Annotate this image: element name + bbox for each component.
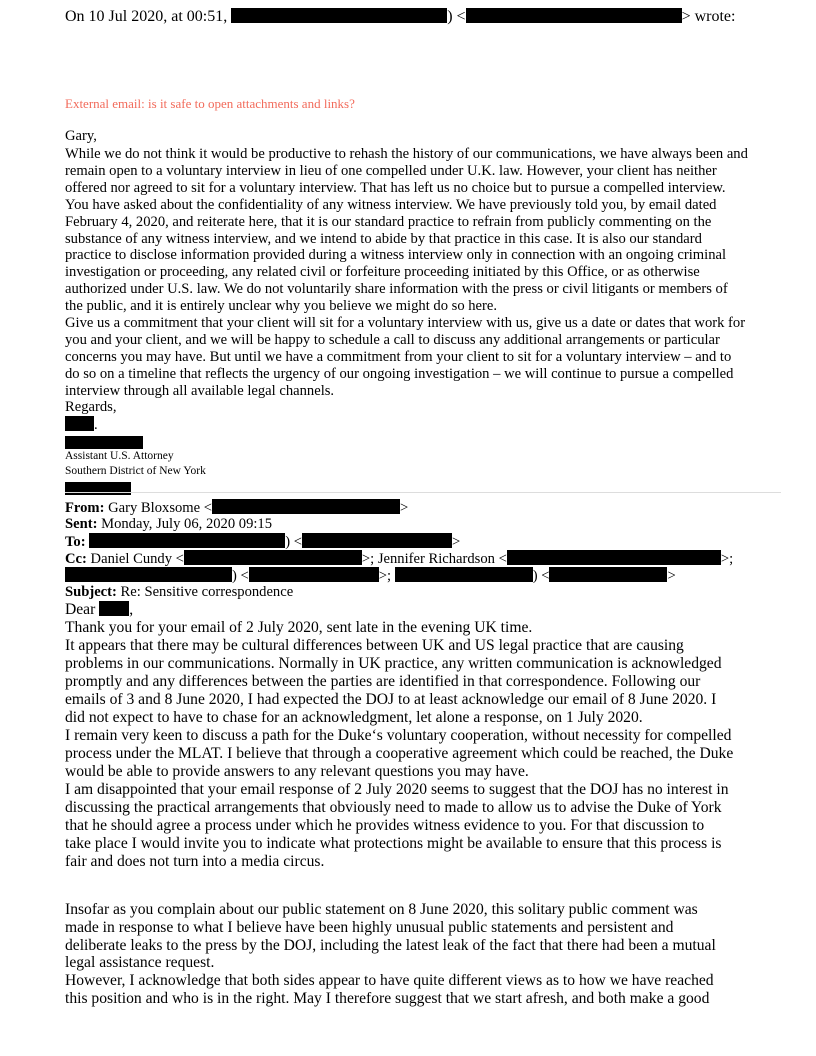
signature-phone [65,480,131,498]
subject-line [65,584,293,601]
redaction [507,550,721,565]
body-line: made in response to what I believe have been highly unusual public statements and persistent and [65,918,674,936]
cc-name-2: >; Jennifer Richardson < [361,551,507,567]
body-line: Thank you for your email of 2 July 2020, sent late in the evening UK time. [65,619,533,636]
body-line: take place I would invite you to indicate what protections might be available to ensure that this process is [65,835,722,852]
signature-name: . [65,416,98,434]
to-label: To: [65,534,86,550]
body-line: I am disappointed that your email response of 2 July 2020 seems to suggest that the DOJ has no interest in [65,781,729,798]
redaction [89,533,285,548]
subject-value: Re: Sensitive correspondence [120,584,294,600]
cc-label: Cc: [65,551,87,567]
body-line: emails of 3 and 8 June 2020, I had expected the DOJ to at least acknowledge our email of 8 June 2020. I [65,691,717,708]
body-line: process under the MLAT. I believe that through a cooperative agreement which could be reached, the Duke [65,745,734,762]
signature-office: Southern District of New York [65,465,206,477]
body-line: you and your client, and we will be happy to schedule a call to discuss any additional arrangements or particular [65,331,720,348]
redaction [212,499,400,514]
body-line: interview through all available legal channels. [65,382,335,399]
body-line: did not expect to have to chase for an acknowledgment, let alone a response, on 1 July 2020. [65,709,643,726]
redaction [65,436,143,449]
body-line: Give us a commitment that your client will sit for a voluntary interview with us, give us a date or dates that work for [65,315,746,331]
body-line: investigation or proceeding, any related civil or forfeiture proceeding initiated by this Office, or as otherwise [65,264,700,281]
closing: Regards, [65,399,117,415]
subject-label: Subject: [65,584,117,600]
quote-header [65,8,735,26]
sent-value: Monday, July 06, 2020 09:15 [101,516,273,532]
body-line: that he should agree a process under which he provides witness evidence to you. For that discussion to [65,817,705,834]
body-line: the public, and it is entirely unclear why you believe we might do so here. [65,298,498,315]
body-line: authorized under U.S. law. We do not voluntarily share information with the press or civil litigants or members of [65,281,728,298]
body-line: this position and who is in the right. May I therefore suggest that we start afresh, and both make a good [65,990,710,1007]
greeting: Gary, [65,128,97,144]
redaction [231,8,447,23]
cc-line: Cc: Daniel Cundy < >; Jennifer Richardson < >; [65,551,734,567]
body-line: You have asked about the confidentiality of any witness interview. We have previously told you, by email dated [65,196,717,213]
redaction [65,567,232,582]
body-line: deliberate leaks to the press by the DOJ, including the latest leak of the fact that there had been a mutual [65,936,716,954]
divider [65,492,781,493]
redaction [249,567,379,582]
header-prefix: On 10 Jul 2020, at 00:51, [65,8,228,25]
redaction [184,550,362,565]
redaction [395,567,533,582]
to-line: To: ) < > [65,534,461,550]
from-line: From: Gary Bloxsome < > [65,500,409,516]
redaction [65,416,94,431]
signature-title: Assistant U.S. Attorney [65,450,174,462]
body-line: However, I acknowledge that both sides appear to have quite different views as to how we have reached [65,972,714,990]
redaction [549,567,667,582]
body-line: would be able to provide answers to any relevant questions you may have. [65,763,529,780]
from-name: Gary Bloxsome < [108,500,212,516]
cc-line-2: ) < >; ) < > [65,567,676,585]
body-line: legal assistance request. [65,954,215,972]
body-line: substance of any witness interview, and we intend to abide by that practice in this case. It is also our standard [65,230,702,247]
cc-name-1: Daniel Cundy < [90,551,184,567]
redaction [466,8,682,23]
body-line: offered nor agreed to sit for a voluntary interview. That has left us no choice but to pursue a compelled interview. [65,179,726,196]
redaction [302,533,452,548]
external-email-warning: External email: is it safe to open attachments and links? [65,96,355,111]
body-line: concerns you may have. But until we have a commitment from your client to sit for a voluntary interview – and to [65,348,732,365]
from-label: From: [65,500,105,516]
body-line: problems in our communications. Normally in UK practice, any written communication is acknowledged [65,655,722,672]
redaction [99,601,129,616]
dear-label: Dear [65,601,96,618]
body-line: While we do not think it would be productive to rehash the history of our communications, we have always been and [65,146,748,162]
salutation: Dear , [65,601,134,618]
body-line: discussing the practical arrangements that obviously need to made to allow us to advise the Duke of York [65,799,722,816]
body-line: February 4, 2020, and reiterate here, that it is our standard practice to refrain from publicly commenting on the [65,213,712,230]
body-line: fair and does not turn into a media circus. [65,853,325,870]
redaction [65,482,131,495]
body-line: It appears that there may be cultural differences between UK and US legal practice that are causing [65,637,684,654]
body-line: Insofar as you complain about our public statement on 8 June 2020, this solitary public comment was [65,901,698,918]
header-suffix: > wrote: [681,8,736,25]
body-line: I remain very keen to discuss a path for the Duke‘s voluntary cooperation, without necessity for compelled [65,727,732,744]
body-line: remain open to a voluntary interview in lieu of one compelled under U.K. law. However, your client has neither [65,162,717,179]
body-line: do so on a timeline that reflects the urgency of our ongoing investigation – we will continue to pursue a compelled [65,365,734,382]
body-line: promptly and any differences between the parties are identified in that correspondence. Following our [65,673,701,690]
header-mid: ) < [447,8,466,25]
sent-label: Sent: [65,516,98,532]
body-line: practice to disclose information provided during a witness interview only in connection with an ongoing criminal [65,247,727,264]
sent-line [65,516,272,533]
